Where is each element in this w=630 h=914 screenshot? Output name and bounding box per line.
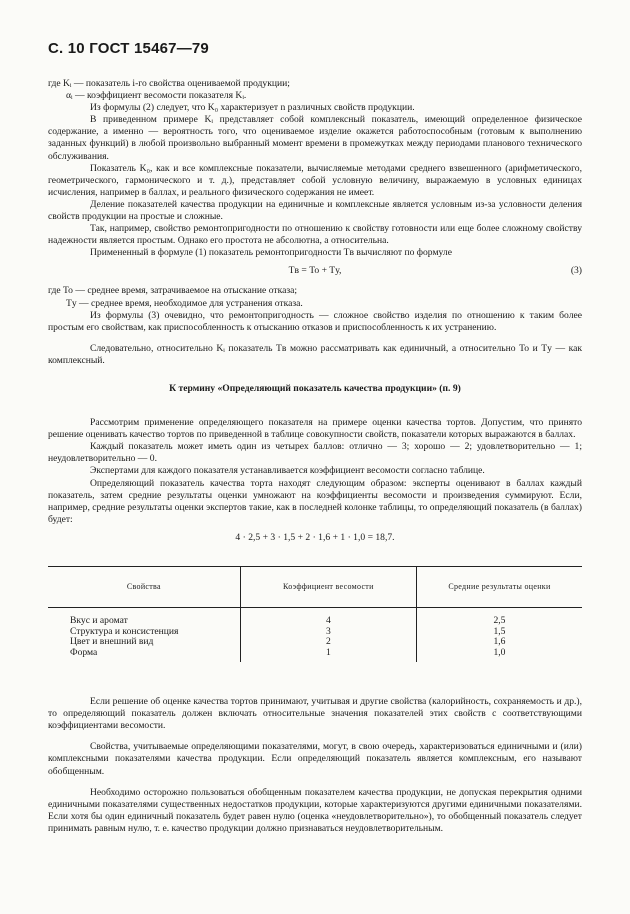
paragraph: Если решение об оценке качества тортов принимают, учитывая и другие свойства (калорийность, сохраняемость и др.), то определяющий показатель должен включать относительные значения показателей этих свойств с соответствующими коэффициентами весомости. — [48, 696, 582, 732]
table-cell: 1,5 — [416, 627, 582, 638]
document-body — [48, 78, 582, 835]
section-title: К термину «Определяющий показатель качества продукции» (п. 9) — [169, 382, 461, 394]
definition-line: где To — среднее время, затрачиваемое на отыскание отказа; — [48, 285, 298, 297]
definition-line: Tу — среднее время, необходимое для устранения отказа. — [66, 297, 303, 309]
page-header: С. 10 ГОСТ 15467—79 — [48, 40, 209, 57]
table-cell: Форма — [70, 646, 98, 658]
table-row — [48, 608, 582, 627]
paragraph: Показатель K₀, как и все комплексные показатели, вычисляемые методами среднего взвешенного (арифметического, геометрического, гармонического и т. д.), представляет собой условную величину, выражаемую в условных единицах исчисления, например в баллах, и реального физического содержания не имеет. — [48, 162, 582, 198]
definition-line: αᵢ — коэффициент весомости показателя Kᵢ. — [66, 90, 247, 102]
table-header: Средние результаты оценки — [416, 567, 582, 608]
table-header: Коэффициент весомости — [240, 567, 416, 608]
formula-number: (3) — [570, 265, 582, 277]
table-cell: Структура и консистенция — [70, 625, 179, 637]
table-cell: 4 — [240, 608, 416, 627]
paragraph: Необходимо осторожно пользоваться обобщенным показателем качества продукции, не допуская перекрытия одними единичными показателями существенных недостатков продукции, которые характеризуются другими единичными показателями. Если хотя бы один единичный показатель будет равен нулю (оценка «неудовлетворительно»), то обобщенный показатель следует принимать равным нулю, т. е. качество продукции должно признаваться неудовлетворительным. — [48, 786, 582, 834]
paragraph: Примененный в формуле (1) показатель ремонтопригодности Tв вычисляют по формуле — [90, 247, 452, 259]
table-cell: 2,5 — [416, 608, 582, 627]
formula-text: Tв = To + Tу, — [288, 265, 342, 277]
table-cell: 1 — [240, 648, 416, 663]
paragraph: Из формулы (3) очевидно, что ремонтопригодность — сложное свойство изделия по отношению к таким более простым его свойствам, как приспособленность к отысканию отказов и приспособленность к их устранению. — [48, 309, 582, 333]
table-cell: 2 — [240, 637, 416, 648]
paragraph: Рассмотрим применение определяющего показателя на примере оценки качества тортов. Допустим, что принято решение оценивать качество тортов по приведенной в таблице совокупности свойств, показатели которых выражаются в баллах. — [48, 417, 582, 441]
properties-table — [48, 566, 582, 662]
calculation: 4 · 2,5 + 3 · 1,5 + 2 · 1,6 + 1 · 1,0 = 18,7. — [235, 531, 395, 543]
table-row — [48, 648, 582, 663]
table-cell: 1,0 — [416, 648, 582, 663]
paragraph: Следовательно, относительно Kᵢ показатель Tв можно рассматривать как единичный, а относительно To и Tу — как комплексный. — [48, 342, 582, 366]
table-header: Свойства — [48, 567, 240, 608]
definition-line: где Kᵢ — показатель i-го свойства оцениваемой продукции; — [48, 78, 290, 89]
paragraph: В приведенном примере Kᵢ представляет собой комплексный показатель, имеющий определенное физическое содержание, а именно — вероятность того, что оцениваемое изделие окажется работоспособным (готовым к выполнению заданных функций) в любой произвольно выбранный момент времени в промежутках между периодами планового технического обслуживания. — [48, 114, 582, 162]
paragraph: Экспертами для каждого показателя устанавливается коэффициент весомости согласно таблице. — [90, 465, 485, 477]
definitions-mid — [48, 285, 582, 309]
table-cell: 1,6 — [416, 637, 582, 648]
table-cell: Вкус и аромат — [70, 615, 128, 627]
paragraph: Деление показателей качества продукции на единичные и комплексные является условным из-за условности деления свойств продукции на простые и сложные. — [48, 198, 582, 223]
paragraph: Так, например, свойство ремонтопригодности по отношению к свойству готовности или еще более сложному свойству надежности является простым. Однако его простота не абсолютна, а относительна. — [48, 223, 582, 247]
paragraph: Свойства, учитываемые определяющими показателями, могут, в свою очередь, характеризоваться единичными и (или) комплексными показателями качества продукции. Если определяющий показатель является комплексным, его называют обобщенным. — [48, 741, 582, 777]
paragraph: Каждый показатель может иметь один из четырех баллов: отлично — 3; хорошо — 2; удовлетворительно — 1; неудовлетворительно — 0. — [48, 441, 582, 465]
paragraph: Из формулы (2) следует, что K₀ характеризует n различных свойств продукции. — [90, 102, 415, 114]
formula-3 — [48, 265, 582, 279]
table-cell: 3 — [240, 627, 416, 638]
definitions-top — [48, 78, 582, 102]
table-cell: Цвет и внешний вид — [70, 636, 154, 648]
paragraph: Определяющий показатель качества торта находят следующим образом: эксперты оценивают в баллах каждый показатель, затем средние результаты оценки умножают на коэффициенты весомости и произведения суммируют. Если, например, средние результаты оценки экспертов такие, как в последней колонке таблицы, то определяющий показатель (в баллах) будет: — [48, 477, 582, 525]
